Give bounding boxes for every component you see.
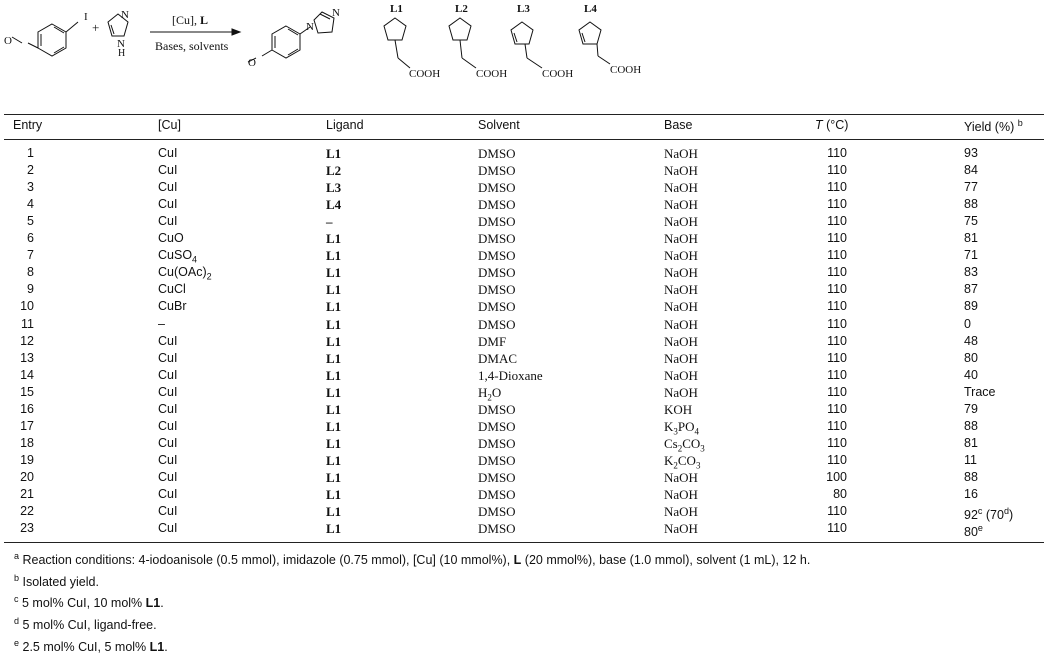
table-row xyxy=(4,435,1044,452)
table-row xyxy=(4,298,1044,315)
table-row xyxy=(4,469,1044,486)
cell-solvent: $H_2O$ xyxy=(478,384,502,403)
cell-yield: 89 xyxy=(964,299,978,314)
cell-ligand: L1 xyxy=(326,384,342,400)
product-n2-label: N xyxy=(332,7,340,19)
ligand-l3-structure xyxy=(511,22,542,68)
cell-ligand: L1 xyxy=(326,435,342,451)
cell-ligand: L2 xyxy=(326,163,342,179)
cell-base: KOH xyxy=(664,401,693,417)
cell-solvent: DMAC xyxy=(478,350,518,366)
cell-cu: CuI xyxy=(158,146,178,160)
cell-yield: 0 xyxy=(964,316,971,331)
header-cu: [Cu] xyxy=(158,118,181,132)
cell-ligand: L1 xyxy=(326,316,342,332)
cell-temperature: 80 xyxy=(833,487,847,501)
cell-ligand: L1 xyxy=(326,504,342,520)
cell-solvent: DMF xyxy=(478,333,507,349)
product-n-label: N xyxy=(306,21,314,33)
cell-cu: CuI xyxy=(158,435,178,450)
cell-ligand: L1 xyxy=(326,146,342,161)
cell-temperature: 110 xyxy=(827,521,847,536)
l3-cooh: COOH xyxy=(542,68,574,80)
cell-base: $K_3PO_4$ xyxy=(664,418,700,437)
table-row xyxy=(4,264,1044,281)
cell-base: NaOH xyxy=(664,487,698,502)
ligand-label-l3: L3 xyxy=(517,3,530,15)
cell-base: $K_2CO_3$ xyxy=(664,452,701,471)
cell-yield: 48 xyxy=(964,333,978,348)
product-structure xyxy=(248,12,334,62)
cell-base: NaOH xyxy=(664,197,698,213)
iodo-label: I xyxy=(84,11,88,23)
cell-ligand: L1 xyxy=(326,521,342,537)
table-row xyxy=(4,213,1044,230)
table-footnotes xyxy=(14,548,810,656)
cell-base: NaOH xyxy=(664,214,698,230)
cell-yield: 80e xyxy=(964,523,983,540)
imidazole-n-label: N xyxy=(121,9,129,21)
table-row xyxy=(4,418,1044,435)
header-ligand: Ligand xyxy=(326,118,364,132)
cell-yield: 93 xyxy=(964,146,978,160)
cell-yield: 40 xyxy=(964,367,978,382)
cell-cu: CuI xyxy=(158,521,178,536)
cell-entry: 2 xyxy=(27,163,34,178)
cell-entry: 8 xyxy=(27,265,34,280)
cell-entry: 18 xyxy=(20,435,34,450)
cell-base: NaOH xyxy=(664,163,698,179)
cell-solvent: DMSO xyxy=(478,452,516,468)
header-entry: Entry xyxy=(13,118,43,132)
cell-temperature: 110 xyxy=(827,435,847,450)
cell-entry: 11 xyxy=(21,316,34,331)
cell-entry: 14 xyxy=(20,367,34,382)
cell-base: NaOH xyxy=(664,282,698,298)
table-row xyxy=(4,401,1044,418)
table-row xyxy=(4,316,1044,333)
footnote-item: $^d$ 5 mol% CuI, ligand-free. xyxy=(14,615,157,633)
footnote-item: $^c$ 5 mol% CuI, 10 mol% L1. xyxy=(14,594,164,611)
cell-temperature: 110 xyxy=(827,146,847,160)
cell-ligand: L1 xyxy=(326,299,342,315)
footnote-item: $^e$ 2.5 mol% CuI, 5 mol% L1. xyxy=(14,637,168,654)
cell-base: NaOH xyxy=(664,265,698,281)
cell-temperature: 110 xyxy=(827,333,847,348)
iodoanisole-structure xyxy=(12,22,78,56)
cell-entry: 17 xyxy=(20,418,34,433)
cell-ligand: L1 xyxy=(326,282,342,298)
cell-ligand: L1 xyxy=(326,469,342,485)
cell-entry: 10 xyxy=(20,299,34,314)
table-header-rule xyxy=(4,139,1044,140)
table-row xyxy=(4,179,1044,196)
cell-entry: 19 xyxy=(20,452,34,467)
cell-yield: 75 xyxy=(964,214,978,229)
cell-entry: 5 xyxy=(27,214,34,229)
header-yield: Yield (%) $^b$ xyxy=(964,118,1023,135)
cell-solvent: DMSO xyxy=(478,401,516,417)
cell-cu: CuBr xyxy=(158,299,187,314)
cell-base: NaOH xyxy=(664,316,698,332)
cell-cu: CuI xyxy=(158,401,178,416)
cell-cu: CuI xyxy=(158,333,178,348)
cell-yield: 16 xyxy=(964,487,978,501)
cell-base: NaOH xyxy=(664,350,698,366)
table-row xyxy=(4,247,1044,264)
cell-ligand: – xyxy=(326,214,333,230)
cell-cu: CuI xyxy=(158,487,178,501)
table-row xyxy=(4,230,1044,247)
cell-base: NaOH xyxy=(664,248,698,264)
cell-base: NaOH xyxy=(664,180,698,196)
cell-ligand: L1 xyxy=(326,367,342,383)
cell-entry: 1 xyxy=(27,146,34,160)
cell-entry: 15 xyxy=(20,384,34,399)
cell-yield: 81 xyxy=(964,231,978,246)
cell-yield: 80 xyxy=(964,350,978,365)
cell-base: NaOH xyxy=(664,333,698,349)
cell-solvent: DMSO xyxy=(478,316,516,332)
cell-solvent: DMSO xyxy=(478,214,516,230)
cell-ligand: L1 xyxy=(326,333,342,349)
cell-cu: – xyxy=(158,316,165,331)
cell-temperature: 110 xyxy=(827,452,847,467)
cell-temperature: 110 xyxy=(827,214,847,229)
cell-solvent: DMSO xyxy=(478,146,516,161)
cell-entry: 21 xyxy=(20,487,34,501)
cell-yield: 81 xyxy=(964,435,978,450)
cell-entry: 16 xyxy=(20,401,34,416)
cell-cu: CuSO$_4$ xyxy=(158,248,198,265)
cell-yield: Trace xyxy=(964,384,996,399)
cell-cu: CuI xyxy=(158,504,178,519)
cell-cu: CuI xyxy=(158,367,178,382)
table-row xyxy=(4,503,1044,523)
table-top-rule xyxy=(4,114,1044,115)
cell-cu: CuI xyxy=(158,197,178,212)
cell-solvent: DMSO xyxy=(478,282,516,298)
cell-entry: 4 xyxy=(27,197,34,212)
cell-cu: CuCl xyxy=(158,282,186,297)
ligand-label-l2: L2 xyxy=(455,3,468,15)
cell-yield: 79 xyxy=(964,401,978,416)
l2-cooh: COOH xyxy=(476,68,508,80)
cell-solvent: DMSO xyxy=(478,231,516,247)
cell-solvent: DMSO xyxy=(478,418,516,434)
table-row xyxy=(4,486,1044,503)
cell-yield: 92$^c$ (70$^d$) xyxy=(964,506,1014,523)
cell-solvent: DMSO xyxy=(478,265,516,281)
cell-entry: 3 xyxy=(27,180,34,195)
cell-entry: 7 xyxy=(27,248,34,263)
cell-ligand: L4 xyxy=(326,197,342,213)
cell-temperature: 110 xyxy=(827,367,847,382)
cell-base: NaOH xyxy=(664,504,698,520)
cell-base: NaOH xyxy=(664,469,698,485)
cell-solvent: DMSO xyxy=(478,521,516,537)
imidazole-nh-label: N xyxy=(117,38,125,50)
cell-ligand: L1 xyxy=(326,231,342,247)
cell-temperature: 110 xyxy=(827,418,847,433)
cell-yield: 88 xyxy=(964,197,978,212)
cell-temperature: 100 xyxy=(826,469,847,484)
table-header xyxy=(4,118,1044,138)
cell-solvent: DMSO xyxy=(478,487,516,502)
cell-solvent: DMSO xyxy=(478,504,516,520)
methoxy-o-label: O xyxy=(4,35,12,47)
cell-solvent: DMSO xyxy=(478,299,516,315)
reaction-scheme xyxy=(0,0,1050,105)
header-solvent: Solvent xyxy=(478,118,520,132)
cell-yield: 11 xyxy=(964,452,977,467)
cell-cu: CuI xyxy=(158,214,178,229)
cell-temperature: 110 xyxy=(827,231,847,246)
cell-yield: 83 xyxy=(964,265,978,280)
cell-temperature: 110 xyxy=(827,197,847,212)
footnote-item: $^a$ Reaction conditions: 4-iodoanisole (0.5 mmol), imidazole (0.75 mmol), [Cu] (10 mmol%), L (20 mmol%), base (1.0 mmol), solvent (1 mL), 12 h. xyxy=(14,551,811,568)
cell-entry: 9 xyxy=(27,282,34,297)
cell-ligand: L1 xyxy=(326,248,342,264)
header-base: Base xyxy=(664,118,693,132)
cell-cu: CuI xyxy=(158,163,178,178)
table-row xyxy=(4,520,1044,540)
cell-temperature: 110 xyxy=(827,350,847,365)
cell-cu: CuO xyxy=(158,231,184,246)
cell-cu: CuI xyxy=(158,452,178,467)
cell-ligand: L1 xyxy=(326,401,342,417)
cell-yield: 71 xyxy=(964,248,978,263)
cell-ligand: L1 xyxy=(326,418,342,434)
cell-ligand: L1 xyxy=(326,265,342,281)
ligand-label-l4: L4 xyxy=(584,3,597,15)
table-row xyxy=(4,350,1044,367)
cell-base: NaOH xyxy=(664,146,698,161)
ligand-label-l1: L1 xyxy=(390,3,403,15)
product-o-label: O xyxy=(248,57,256,69)
table-row xyxy=(4,281,1044,298)
cell-temperature: 110 xyxy=(827,401,847,416)
conditions-top: [Cu], L xyxy=(172,13,209,27)
cell-cu: CuI xyxy=(158,418,178,433)
cell-yield: 77 xyxy=(964,180,978,195)
plus-sign: + xyxy=(92,20,100,35)
cell-solvent: DMSO xyxy=(478,180,516,196)
cell-base: NaOH xyxy=(664,231,698,247)
table-row xyxy=(4,162,1044,179)
table-row xyxy=(4,333,1044,350)
cell-solvent: DMSO xyxy=(478,435,516,451)
cell-solvent: DMSO xyxy=(478,163,516,179)
cell-entry: 6 xyxy=(27,231,34,246)
table-row xyxy=(4,145,1044,162)
cell-ligand: L1 xyxy=(326,350,342,366)
cell-solvent: DMSO xyxy=(478,469,516,485)
cell-cu: CuI xyxy=(158,350,178,365)
cell-cu: CuI xyxy=(158,469,178,484)
table-row xyxy=(4,384,1044,401)
ligand-l1-structure xyxy=(384,18,410,68)
cell-entry: 23 xyxy=(20,521,34,536)
cell-temperature: 110 xyxy=(827,265,847,280)
cell-entry: 20 xyxy=(20,469,34,484)
cell-temperature: 110 xyxy=(827,180,847,195)
cell-cu: $Cu(OAc)_2$ xyxy=(158,265,212,282)
l4-cooh: COOH xyxy=(610,64,642,76)
cell-yield: 84 xyxy=(964,163,978,178)
cell-temperature: 110 xyxy=(827,248,847,263)
table-row xyxy=(4,367,1044,384)
cell-yield: 88 xyxy=(964,469,978,484)
cell-entry: 13 xyxy=(20,350,34,365)
cell-base: NaOH xyxy=(664,521,698,537)
cell-ligand: L1 xyxy=(326,452,342,468)
cell-ligand: L1 xyxy=(326,487,342,502)
cell-temperature: 110 xyxy=(827,282,847,297)
header-temperature: T (°C) xyxy=(815,118,849,132)
footnote-item: $^b$ Isolated yield. xyxy=(14,572,99,589)
ligand-l4-structure xyxy=(579,22,610,64)
cell-yield: 87 xyxy=(964,282,978,297)
cell-cu: CuI xyxy=(158,180,178,195)
conditions-bottom: Bases, solvents xyxy=(155,39,229,53)
table-bottom-rule xyxy=(4,542,1044,543)
table-row xyxy=(4,196,1044,213)
cell-solvent: DMSO xyxy=(478,248,516,264)
ligand-l2-structure xyxy=(449,18,476,68)
cell-temperature: 110 xyxy=(827,299,847,314)
cell-base: NaOH xyxy=(664,367,698,383)
cell-base: $Cs_2CO_3$ xyxy=(664,435,705,454)
table-row xyxy=(4,452,1044,469)
cell-base: NaOH xyxy=(664,384,698,400)
cell-entry: 12 xyxy=(20,333,34,348)
cell-entry: 22 xyxy=(20,504,34,519)
cell-solvent: DMSO xyxy=(478,197,516,213)
imidazole-h-label: H xyxy=(118,48,126,59)
cell-cu: CuI xyxy=(158,384,178,399)
cell-temperature: 110 xyxy=(827,163,847,178)
cell-base: NaOH xyxy=(664,299,698,315)
cell-ligand: L3 xyxy=(326,180,342,196)
cell-temperature: 110 xyxy=(827,504,847,519)
cell-solvent: 1,4-Dioxane xyxy=(478,367,543,383)
cell-temperature: 110 xyxy=(827,316,847,331)
l1-cooh: COOH xyxy=(409,68,441,80)
cell-yield: 88 xyxy=(964,418,978,433)
cell-temperature: 110 xyxy=(827,384,847,399)
